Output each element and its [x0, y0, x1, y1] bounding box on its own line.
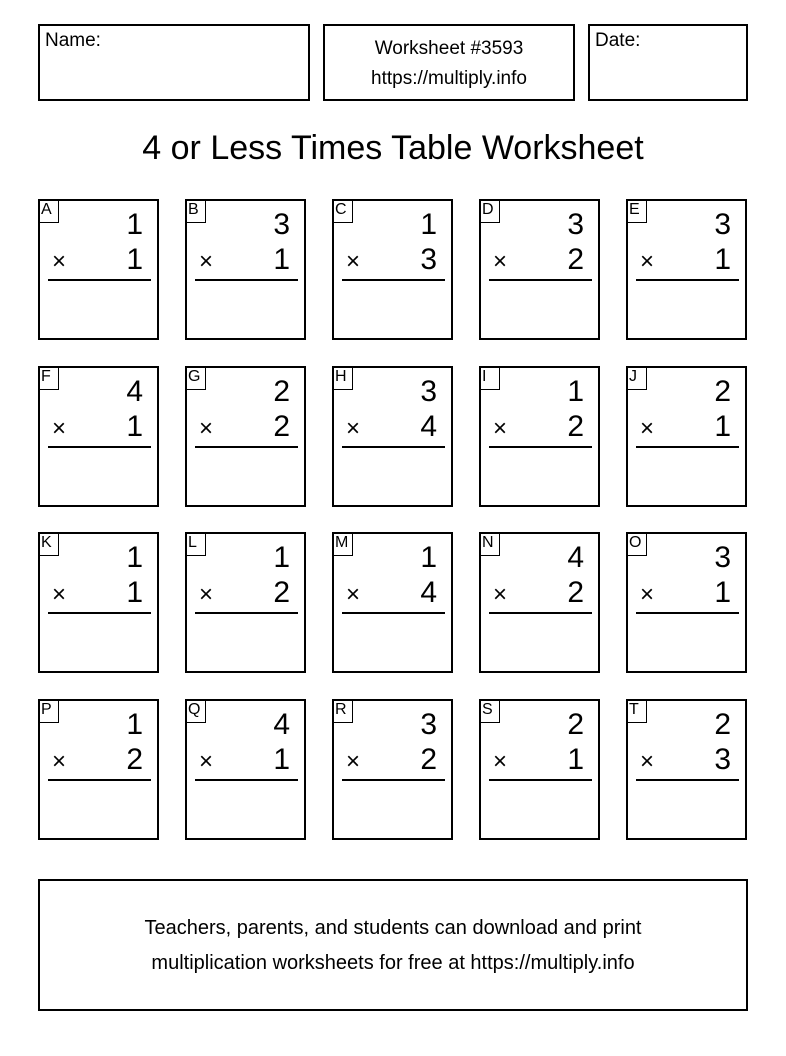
- times-sign: ×: [493, 581, 508, 608]
- date-label: Date:: [595, 30, 641, 51]
- times-sign: ×: [199, 581, 214, 608]
- multiplier: 1: [714, 410, 731, 443]
- multiplier: 1: [714, 576, 731, 609]
- answer-line: [195, 446, 298, 448]
- problem-card: [332, 199, 453, 340]
- problem-letter: L: [185, 532, 206, 556]
- multiplier: 1: [273, 743, 290, 776]
- answer-line: [48, 612, 151, 614]
- problem-card: [38, 366, 159, 507]
- multiplicand: 3: [714, 541, 731, 574]
- times-sign: ×: [346, 748, 361, 775]
- multiplier: 2: [567, 576, 584, 609]
- answer-line: [48, 779, 151, 781]
- multiplier: 2: [273, 410, 290, 443]
- problem-card: [38, 199, 159, 340]
- answer-line: [489, 279, 592, 281]
- times-sign: ×: [493, 748, 508, 775]
- multiplicand: 2: [567, 708, 584, 741]
- times-sign: ×: [199, 248, 214, 275]
- problem-card: [332, 366, 453, 507]
- multiplier: 1: [126, 410, 143, 443]
- problem-card: [185, 532, 306, 673]
- problem-letter: Q: [185, 699, 206, 723]
- times-sign: ×: [52, 748, 67, 775]
- problem-letter: H: [332, 366, 353, 390]
- multiplier: 2: [273, 576, 290, 609]
- answer-line: [636, 612, 739, 614]
- problem-letter: P: [38, 699, 59, 723]
- times-sign: ×: [640, 415, 655, 442]
- answer-line: [636, 779, 739, 781]
- times-sign: ×: [640, 581, 655, 608]
- problem-card: [479, 699, 600, 840]
- problem-card: [479, 366, 600, 507]
- problem-letter: A: [38, 199, 59, 223]
- answer-line: [342, 779, 445, 781]
- multiplicand: 4: [567, 541, 584, 574]
- worksheet-number: Worksheet #3593: [374, 38, 524, 59]
- multiplicand: 3: [714, 208, 731, 241]
- problem-letter: M: [332, 532, 353, 556]
- answer-line: [342, 279, 445, 281]
- problem-letter: N: [479, 532, 500, 556]
- times-sign: ×: [52, 581, 67, 608]
- times-sign: ×: [346, 415, 361, 442]
- name-label: Name:: [45, 30, 101, 51]
- times-sign: ×: [346, 581, 361, 608]
- problem-letter: I: [479, 366, 500, 390]
- problem-card: [185, 199, 306, 340]
- multiplicand: 4: [273, 708, 290, 741]
- multiplicand: 2: [273, 375, 290, 408]
- answer-line: [489, 612, 592, 614]
- answer-line: [342, 446, 445, 448]
- problem-card: [626, 366, 747, 507]
- problem-letter: F: [38, 366, 59, 390]
- multiplicand: 3: [273, 208, 290, 241]
- problem-letter: S: [479, 699, 500, 723]
- footer-line-2: multiplication worksheets for free at https://multiply.info: [151, 952, 635, 974]
- multiplier: 1: [714, 243, 731, 276]
- problem-card: [479, 532, 600, 673]
- multiplicand: 1: [420, 541, 437, 574]
- answer-line: [195, 779, 298, 781]
- times-sign: ×: [346, 248, 361, 275]
- multiplicand: 1: [420, 208, 437, 241]
- multiplier: 2: [420, 743, 437, 776]
- problem-letter: G: [185, 366, 206, 390]
- problem-card: [626, 199, 747, 340]
- answer-line: [636, 446, 739, 448]
- problem-card: [185, 366, 306, 507]
- multiplier: 1: [273, 243, 290, 276]
- problem-letter: R: [332, 699, 353, 723]
- multiplier: 4: [420, 576, 437, 609]
- problem-card: [38, 699, 159, 840]
- problem-card: [332, 532, 453, 673]
- times-sign: ×: [493, 415, 508, 442]
- times-sign: ×: [52, 415, 67, 442]
- times-sign: ×: [493, 248, 508, 275]
- problem-letter: E: [626, 199, 647, 223]
- answer-line: [48, 279, 151, 281]
- problem-letter: D: [479, 199, 500, 223]
- problem-card: [38, 532, 159, 673]
- multiplicand: 1: [567, 375, 584, 408]
- problem-card: [185, 699, 306, 840]
- problem-card: [626, 532, 747, 673]
- times-sign: ×: [199, 748, 214, 775]
- multiplicand: 1: [126, 208, 143, 241]
- multiplier: 2: [567, 410, 584, 443]
- multiplicand: 1: [126, 541, 143, 574]
- answer-line: [195, 279, 298, 281]
- answer-line: [342, 612, 445, 614]
- problem-card: [332, 699, 453, 840]
- problem-letter: K: [38, 532, 59, 556]
- multiplier: 1: [126, 576, 143, 609]
- multiplicand: 2: [714, 708, 731, 741]
- problem-letter: O: [626, 532, 647, 556]
- multiplier: 2: [567, 243, 584, 276]
- footer-box: [38, 879, 748, 1011]
- problem-card: [479, 199, 600, 340]
- multiplicand: 3: [420, 708, 437, 741]
- worksheet-url: https://multiply.info: [371, 68, 527, 89]
- answer-line: [195, 612, 298, 614]
- times-sign: ×: [640, 748, 655, 775]
- multiplicand: 4: [126, 375, 143, 408]
- multiplicand: 1: [273, 541, 290, 574]
- multiplicand: 2: [714, 375, 731, 408]
- multiplier: 1: [567, 743, 584, 776]
- times-sign: ×: [52, 248, 67, 275]
- answer-line: [636, 279, 739, 281]
- problem-letter: C: [332, 199, 353, 223]
- problem-card: [626, 699, 747, 840]
- problem-letter: B: [185, 199, 206, 223]
- multiplier: 3: [714, 743, 731, 776]
- problem-letter: T: [626, 699, 647, 723]
- multiplicand: 3: [420, 375, 437, 408]
- multiplicand: 1: [126, 708, 143, 741]
- answer-line: [48, 446, 151, 448]
- times-sign: ×: [640, 248, 655, 275]
- page-title: 4 or Less Times Table Worksheet: [142, 129, 644, 167]
- footer-line-1: Teachers, parents, and students can download and print: [144, 917, 642, 939]
- multiplier: 4: [420, 410, 437, 443]
- times-sign: ×: [199, 415, 214, 442]
- answer-line: [489, 446, 592, 448]
- answer-line: [489, 779, 592, 781]
- multiplier: 3: [420, 243, 437, 276]
- multiplier: 1: [126, 243, 143, 276]
- problem-letter: J: [626, 366, 647, 390]
- multiplicand: 3: [567, 208, 584, 241]
- multiplier: 2: [126, 743, 143, 776]
